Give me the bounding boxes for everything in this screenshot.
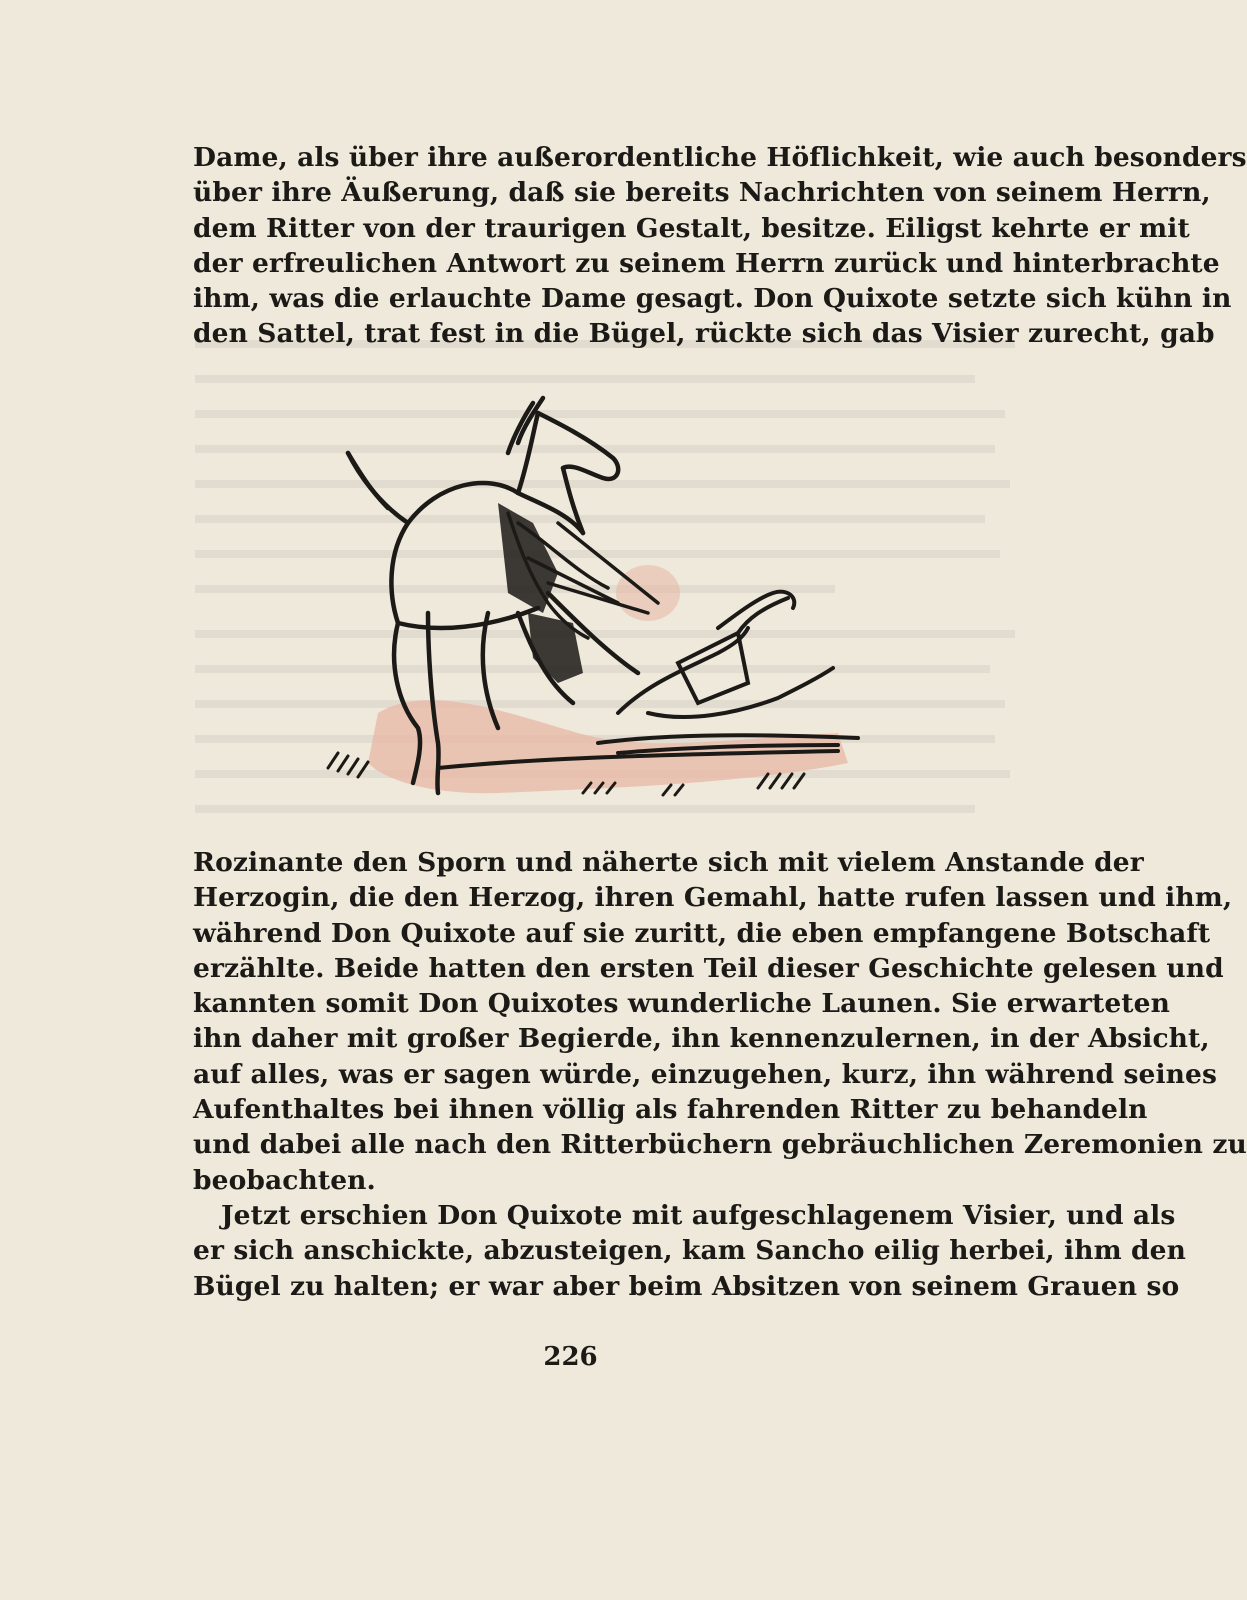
- text-line: dem Ritter von der traurigen Gestalt, besitze. Eiligst kehrte er mit: [193, 212, 1190, 244]
- text-line: Rozinante den Sporn und näherte sich mit vielem Anstande der: [193, 847, 1144, 878]
- page-number: 226: [543, 1342, 598, 1372]
- text-line: Bügel zu halten; er war aber beim Absitzen von seinem Grauen so: [193, 1270, 1180, 1302]
- text-line: erzählte. Beide hatten den ersten Teil dieser Geschichte gelesen und: [193, 952, 1224, 984]
- text-line: kannten somit Don Quixotes wunderliche Launen. Sie erwarteten: [193, 988, 1170, 1020]
- illustration-falling-knight: [318, 383, 890, 823]
- text-line: der erfreulichen Antwort zu seinem Herrn zurück und hinterbrachte: [193, 247, 1220, 279]
- text-line: beobachten.: [193, 1164, 376, 1196]
- text-line: auf alles, was er sagen würde, einzugehen, kurz, ihn während seines: [193, 1058, 1217, 1090]
- text-line: über ihre Äußerung, daß sie bereits Nachrichten von seinem Herrn,: [193, 177, 1211, 209]
- text-line: er sich anschickte, abzusteigen, kam Sancho eilig herbei, ihm den: [193, 1235, 1186, 1267]
- text-line: ihn daher mit großer Begierde, ihn kennenzulernen, in der Absicht,: [193, 1023, 1210, 1055]
- text-line: Jetzt erschien Don Quixote mit aufgeschlagenem Visier, und als: [221, 1199, 1176, 1231]
- text-block-bottom: [193, 845, 1247, 1304]
- text-line: ihm, was die erlauchte Dame gesagt. Don Quixote setzte sich kühn in: [193, 283, 1232, 315]
- text-line: Aufenthaltes bei ihnen völlig als fahrenden Ritter zu behandeln: [193, 1094, 1148, 1126]
- text-line: während Don Quixote auf sie zuritt, die eben empfangene Botschaft: [193, 917, 1211, 949]
- text-line: und dabei alle nach den Ritterbüchern gebräuchlichen Zeremonien zu: [193, 1129, 1247, 1161]
- text-block-top: [193, 140, 1247, 352]
- text-line: Herzogin, die den Herzog, ihren Gemahl, hatte rufen lassen und ihm,: [193, 882, 1233, 914]
- text-line: den Sattel, trat fest in die Bügel, rückte sich das Visier zurecht, gab: [193, 318, 1215, 350]
- text-line: Dame, als über ihre außerordentliche Höflichkeit, wie auch besonders: [193, 142, 1247, 173]
